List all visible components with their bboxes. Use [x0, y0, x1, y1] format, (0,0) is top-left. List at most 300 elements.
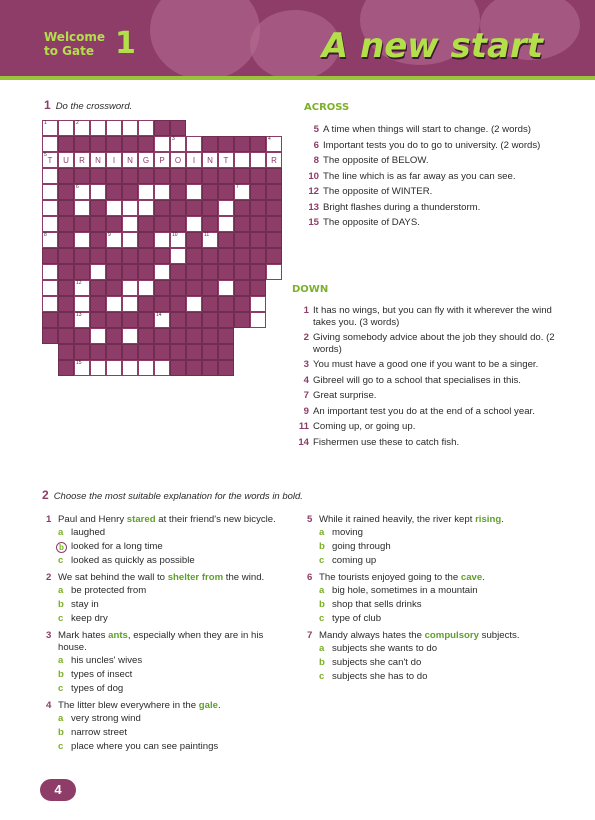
crossword-cell[interactable] [138, 312, 154, 328]
crossword-cell[interactable] [186, 328, 202, 344]
clue-number: 6 [76, 184, 79, 190]
crossword-cell[interactable] [138, 120, 154, 136]
crossword-cell[interactable] [138, 168, 154, 184]
crossword-cell[interactable] [170, 200, 186, 216]
answer-option[interactable] [319, 526, 557, 540]
crossword-cell[interactable] [90, 280, 106, 296]
crossword-cell[interactable] [42, 280, 58, 296]
crossword-cell[interactable] [202, 136, 218, 152]
crossword-cell[interactable] [122, 168, 138, 184]
down-clue [294, 390, 566, 402]
crossword-cell[interactable] [218, 168, 234, 184]
crossword-cell[interactable] [42, 248, 58, 264]
down-clue [294, 375, 566, 387]
crossword-cell[interactable] [74, 232, 90, 248]
crossword-cell[interactable] [90, 264, 106, 280]
crossword-cell[interactable] [170, 136, 186, 152]
crossword-cell[interactable] [106, 168, 122, 184]
crossword-cell[interactable] [122, 232, 138, 248]
unit-number: 1 [115, 26, 136, 61]
crossword-cell[interactable] [90, 360, 106, 376]
down-clue [294, 332, 566, 355]
crossword-cell[interactable] [138, 152, 154, 168]
crossword-cell[interactable] [170, 216, 186, 232]
question [46, 514, 294, 568]
crossword-cell[interactable] [202, 360, 218, 376]
answer-option[interactable] [58, 712, 294, 726]
crossword-letter: O [174, 156, 182, 165]
crossword-cell[interactable] [106, 360, 122, 376]
stem-text: Paul and Henry [58, 514, 127, 525]
crossword-cell[interactable] [170, 152, 186, 168]
answer-option[interactable] [58, 540, 294, 554]
crossword-cell[interactable] [106, 216, 122, 232]
crossword-cell[interactable] [106, 120, 122, 136]
crossword-cell[interactable] [218, 152, 234, 168]
crossword-cell[interactable] [170, 232, 186, 248]
crossword-cell[interactable] [42, 136, 58, 152]
crossword-cell[interactable] [186, 184, 202, 200]
crossword-cell[interactable] [266, 200, 282, 216]
option-letter: a [58, 713, 64, 724]
answer-option[interactable] [58, 740, 294, 754]
crossword-cell[interactable] [58, 200, 74, 216]
crossword-cell[interactable] [218, 264, 234, 280]
crossword-cell[interactable] [74, 264, 90, 280]
crossword-cell[interactable] [170, 248, 186, 264]
crossword-cell[interactable] [74, 296, 90, 312]
option-letter: c [58, 555, 64, 566]
option-letter: c [319, 613, 325, 624]
option-text: subjects she has to do [332, 671, 428, 682]
crossword-cell[interactable] [234, 232, 250, 248]
crossword-cell[interactable] [138, 360, 154, 376]
crossword-cell[interactable] [58, 248, 74, 264]
crossword-cell[interactable] [250, 152, 266, 168]
crossword-cell[interactable] [218, 184, 234, 200]
crossword-cell[interactable] [170, 344, 186, 360]
answer-option[interactable] [319, 612, 557, 626]
crossword-cell[interactable] [186, 152, 202, 168]
option-text: narrow street [71, 727, 127, 738]
crossword-cell[interactable] [250, 184, 266, 200]
crossword-cell[interactable] [74, 152, 90, 168]
answer-option[interactable] [319, 540, 557, 554]
crossword-cell[interactable] [90, 184, 106, 200]
crossword-cell[interactable] [202, 328, 218, 344]
crossword-cell[interactable] [42, 184, 58, 200]
crossword-cell[interactable] [122, 264, 138, 280]
crossword-cell[interactable] [170, 264, 186, 280]
crossword-cell[interactable] [58, 120, 74, 136]
crossword-cell[interactable] [218, 344, 234, 360]
crossword-cell[interactable] [138, 136, 154, 152]
crossword-cell[interactable] [74, 328, 90, 344]
crossword-cell[interactable] [218, 360, 234, 376]
crossword-cell[interactable] [74, 216, 90, 232]
answer-option[interactable] [319, 670, 557, 684]
crossword-cell[interactable] [106, 344, 122, 360]
question [46, 572, 294, 626]
clue-number: 3 [172, 136, 175, 142]
crossword-cell[interactable] [154, 248, 170, 264]
crossword-cell[interactable] [218, 200, 234, 216]
answer-option[interactable] [58, 526, 294, 540]
crossword-cell[interactable] [58, 360, 74, 376]
crossword-cell[interactable] [186, 216, 202, 232]
crossword-cell[interactable] [74, 184, 90, 200]
crossword-grid[interactable] [42, 120, 298, 408]
stem-text: . [217, 700, 221, 711]
crossword-cell[interactable] [122, 184, 138, 200]
crossword-cell[interactable] [186, 248, 202, 264]
crossword-cell[interactable] [234, 184, 250, 200]
crossword-cell[interactable] [138, 296, 154, 312]
crossword-cell[interactable] [58, 328, 74, 344]
option-letter: b [319, 599, 325, 610]
stem-text: While it rained heavily, the river kept [319, 514, 476, 525]
crossword-cell[interactable] [218, 296, 234, 312]
crossword-cell[interactable] [186, 136, 202, 152]
crossword-cell[interactable] [122, 136, 138, 152]
crossword-cell[interactable] [138, 232, 154, 248]
answer-option[interactable] [58, 612, 294, 626]
answer-option[interactable] [58, 682, 294, 696]
crossword-cell[interactable] [74, 248, 90, 264]
clue-text: Gibreel will go to a school that specialises in this. [313, 374, 521, 386]
crossword-cell[interactable] [74, 120, 90, 136]
down-clue [294, 406, 566, 418]
crossword-cell[interactable] [58, 264, 74, 280]
crossword-cell[interactable] [154, 120, 170, 136]
crossword-cell[interactable] [154, 280, 170, 296]
crossword-cell[interactable] [250, 264, 266, 280]
stem-text: subjects. [478, 630, 520, 641]
crossword-cell[interactable] [202, 152, 218, 168]
crossword-cell[interactable] [202, 168, 218, 184]
crossword-cell[interactable] [138, 200, 154, 216]
clue-number: 4 [268, 136, 271, 142]
clue-text: Bright flashes during a thunderstorm. [323, 201, 481, 213]
down-clue [294, 305, 566, 328]
crossword-cell[interactable] [122, 120, 138, 136]
crossword-cell[interactable] [186, 264, 202, 280]
crossword-cell[interactable] [266, 248, 282, 264]
crossword-cell[interactable] [202, 312, 218, 328]
clue-text: Fishermen use these to catch fish. [313, 436, 460, 448]
crossword-cell[interactable] [106, 280, 122, 296]
crossword-cell[interactable] [154, 152, 170, 168]
crossword-cell[interactable] [250, 312, 266, 328]
option-text: types of dog [71, 683, 124, 694]
crossword-cell[interactable] [90, 248, 106, 264]
crossword-cell[interactable] [170, 184, 186, 200]
crossword-cell[interactable] [42, 312, 58, 328]
crossword-cell[interactable] [170, 168, 186, 184]
crossword-cell[interactable] [58, 232, 74, 248]
crossword-cell[interactable] [106, 328, 122, 344]
stem-text: the wind. [223, 572, 265, 583]
exercise2-instruction [42, 488, 303, 502]
crossword-cell[interactable] [218, 280, 234, 296]
crossword-cell[interactable] [250, 232, 266, 248]
clue-number: 4 [303, 374, 309, 386]
answer-option[interactable] [319, 598, 557, 612]
crossword-cell[interactable] [186, 200, 202, 216]
crossword-cell[interactable] [42, 120, 58, 136]
crossword-cell[interactable] [58, 152, 74, 168]
clue-text: Coming up, or going up. [313, 421, 416, 432]
option-letter: a [319, 643, 325, 654]
crossword-cell[interactable] [266, 152, 282, 168]
option-text: keep dry [71, 613, 108, 624]
clue-number: 8 [44, 232, 47, 238]
crossword-cell[interactable] [250, 136, 266, 152]
crossword-cell[interactable] [218, 248, 234, 264]
crossword-cell[interactable] [218, 216, 234, 232]
crossword-cell[interactable] [42, 296, 58, 312]
crossword-cell[interactable] [266, 232, 282, 248]
crossword-cell[interactable] [74, 168, 90, 184]
answer-option[interactable] [319, 554, 557, 568]
crossword-cell[interactable] [154, 168, 170, 184]
page-title: A new start [321, 26, 543, 66]
crossword-cell[interactable] [154, 312, 170, 328]
crossword-cell[interactable] [266, 168, 282, 184]
crossword-cell[interactable] [90, 152, 106, 168]
questions-right [307, 514, 557, 688]
crossword-cell[interactable] [138, 280, 154, 296]
clue-text: The line which is as far away as you can see. [323, 170, 516, 182]
crossword-cell[interactable] [154, 360, 170, 376]
crossword-cell[interactable] [186, 296, 202, 312]
crossword-cell[interactable] [122, 328, 138, 344]
bold-word: cave [460, 572, 483, 583]
crossword-cell[interactable] [202, 200, 218, 216]
crossword-cell[interactable] [106, 264, 122, 280]
crossword-cell[interactable] [90, 296, 106, 312]
crossword-cell[interactable] [42, 264, 58, 280]
crossword-cell[interactable] [138, 264, 154, 280]
answer-option[interactable] [58, 554, 294, 568]
clue-text: Giving somebody advice about the job they should do. (2 words) [313, 332, 555, 355]
crossword-cell[interactable] [122, 152, 138, 168]
crossword-cell[interactable] [170, 296, 186, 312]
crossword-cell[interactable] [266, 184, 282, 200]
crossword-cell[interactable] [234, 152, 250, 168]
crossword-cell[interactable] [122, 360, 138, 376]
crossword-cell[interactable] [106, 232, 122, 248]
answer-option[interactable] [319, 656, 557, 670]
crossword-cell[interactable] [250, 168, 266, 184]
crossword-cell[interactable] [106, 184, 122, 200]
crossword-cell[interactable] [122, 200, 138, 216]
crossword-cell[interactable] [122, 248, 138, 264]
crossword-cell[interactable] [74, 312, 90, 328]
crossword-cell[interactable] [138, 216, 154, 232]
questions-left [46, 514, 294, 758]
crossword-cell[interactable] [170, 280, 186, 296]
crossword-cell[interactable] [154, 200, 170, 216]
crossword-cell[interactable] [106, 248, 122, 264]
crossword-cell[interactable] [170, 312, 186, 328]
crossword-cell[interactable] [154, 296, 170, 312]
crossword-cell[interactable] [154, 184, 170, 200]
crossword-cell[interactable] [154, 216, 170, 232]
stem-text: The litter blew everywhere in the [58, 700, 199, 711]
crossword-cell[interactable] [218, 136, 234, 152]
crossword-letter: N [95, 156, 101, 165]
crossword-cell[interactable] [154, 232, 170, 248]
crossword-cell[interactable] [250, 296, 266, 312]
crossword-cell[interactable] [90, 168, 106, 184]
crossword-cell[interactable] [58, 344, 74, 360]
crossword-cell[interactable] [90, 120, 106, 136]
crossword-cell[interactable] [90, 232, 106, 248]
answer-option[interactable] [58, 726, 294, 740]
crossword-cell[interactable] [250, 280, 266, 296]
crossword-cell[interactable] [186, 344, 202, 360]
crossword-cell[interactable] [106, 136, 122, 152]
crossword-cell[interactable] [74, 280, 90, 296]
crossword-cell[interactable] [90, 136, 106, 152]
crossword-cell[interactable] [74, 344, 90, 360]
clue-number: 2 [303, 332, 309, 343]
crossword-cell[interactable] [170, 120, 186, 136]
crossword-cell[interactable] [202, 264, 218, 280]
option-letter: c [58, 741, 64, 752]
crossword-cell[interactable] [186, 360, 202, 376]
crossword-cell[interactable] [42, 232, 58, 248]
bold-word: gale [198, 700, 218, 711]
option-text: place where you can see paintings [71, 741, 219, 752]
bold-word: rising [475, 514, 502, 525]
crossword-cell[interactable] [42, 216, 58, 232]
crossword-cell[interactable] [58, 312, 74, 328]
crossword-cell[interactable] [250, 200, 266, 216]
crossword-cell[interactable] [186, 232, 202, 248]
crossword-cell[interactable] [90, 312, 106, 328]
crossword-cell[interactable] [170, 360, 186, 376]
crossword-cell[interactable] [90, 216, 106, 232]
crossword-cell[interactable] [58, 216, 74, 232]
crossword-cell[interactable] [122, 312, 138, 328]
crossword-cell[interactable] [234, 296, 250, 312]
crossword-cell[interactable] [58, 296, 74, 312]
crossword-cell[interactable] [154, 136, 170, 152]
crossword-cell[interactable] [202, 184, 218, 200]
crossword-cell[interactable] [42, 328, 58, 344]
unit-label: Welcome to Gate [44, 30, 106, 58]
crossword-cell[interactable] [218, 232, 234, 248]
question-number: 6 [307, 572, 313, 583]
answer-option[interactable] [58, 584, 294, 598]
crossword-cell[interactable] [42, 200, 58, 216]
crossword-cell[interactable] [106, 200, 122, 216]
crossword-cell[interactable] [138, 248, 154, 264]
crossword-cell[interactable] [90, 200, 106, 216]
crossword-cell[interactable] [218, 312, 234, 328]
crossword-cell[interactable] [202, 216, 218, 232]
clue-number: 15 [76, 360, 82, 366]
crossword-cell[interactable] [154, 264, 170, 280]
clue-number: 15 [308, 217, 319, 228]
option-letter: b [58, 727, 64, 738]
crossword-cell[interactable] [234, 136, 250, 152]
answer-option[interactable] [58, 598, 294, 612]
crossword-cell[interactable] [154, 344, 170, 360]
crossword-cell[interactable] [154, 328, 170, 344]
crossword-cell[interactable] [202, 344, 218, 360]
crossword-cell[interactable] [106, 312, 122, 328]
crossword-cell[interactable] [138, 344, 154, 360]
crossword-cell[interactable] [202, 296, 218, 312]
crossword-cell[interactable] [234, 280, 250, 296]
crossword-cell[interactable] [202, 248, 218, 264]
exercise1-number: 1 [44, 98, 51, 112]
clue-number: 13 [308, 201, 319, 213]
crossword-cell[interactable] [202, 280, 218, 296]
crossword-cell[interactable] [138, 184, 154, 200]
crossword-cell[interactable] [122, 296, 138, 312]
crossword-cell[interactable] [250, 216, 266, 232]
crossword-cell[interactable] [106, 152, 122, 168]
crossword-cell[interactable] [74, 136, 90, 152]
crossword-cell[interactable] [106, 296, 122, 312]
crossword-cell[interactable] [234, 264, 250, 280]
crossword-cell[interactable] [186, 168, 202, 184]
crossword-cell[interactable] [266, 264, 282, 280]
answer-option[interactable] [319, 584, 557, 598]
crossword-cell[interactable] [234, 200, 250, 216]
crossword-cell[interactable] [58, 184, 74, 200]
crossword-cell[interactable] [122, 216, 138, 232]
question-stem [58, 630, 294, 654]
crossword-cell[interactable] [218, 328, 234, 344]
crossword-cell[interactable] [58, 168, 74, 184]
crossword-cell[interactable] [250, 248, 266, 264]
crossword-cell[interactable] [90, 328, 106, 344]
question [307, 630, 557, 684]
crossword-cell[interactable] [58, 280, 74, 296]
crossword-cell[interactable] [58, 136, 74, 152]
crossword-cell[interactable] [234, 168, 250, 184]
exercise2-text: Choose the most suitable explanation for the words in bold. [53, 491, 303, 502]
crossword-cell[interactable] [186, 280, 202, 296]
option-text: big hole, sometimes in a mountain [332, 585, 478, 596]
answer-option[interactable] [58, 668, 294, 682]
across-clue [304, 171, 554, 183]
crossword-cell[interactable] [266, 216, 282, 232]
crossword-cell[interactable] [186, 312, 202, 328]
crossword-cell[interactable] [90, 344, 106, 360]
crossword-cell[interactable] [122, 280, 138, 296]
crossword-cell[interactable] [266, 136, 282, 152]
crossword-cell[interactable] [170, 328, 186, 344]
crossword-cell[interactable] [138, 328, 154, 344]
crossword-cell[interactable] [234, 248, 250, 264]
crossword-cell[interactable] [202, 232, 218, 248]
crossword-cell[interactable] [42, 168, 58, 184]
answer-option[interactable] [58, 654, 294, 668]
crossword-cell[interactable] [42, 152, 58, 168]
crossword-cell[interactable] [74, 200, 90, 216]
crossword-cell[interactable] [234, 216, 250, 232]
crossword-cell[interactable] [122, 344, 138, 360]
crossword-cell[interactable] [234, 312, 250, 328]
answer-option[interactable] [319, 642, 557, 656]
crossword-cell[interactable] [74, 360, 90, 376]
